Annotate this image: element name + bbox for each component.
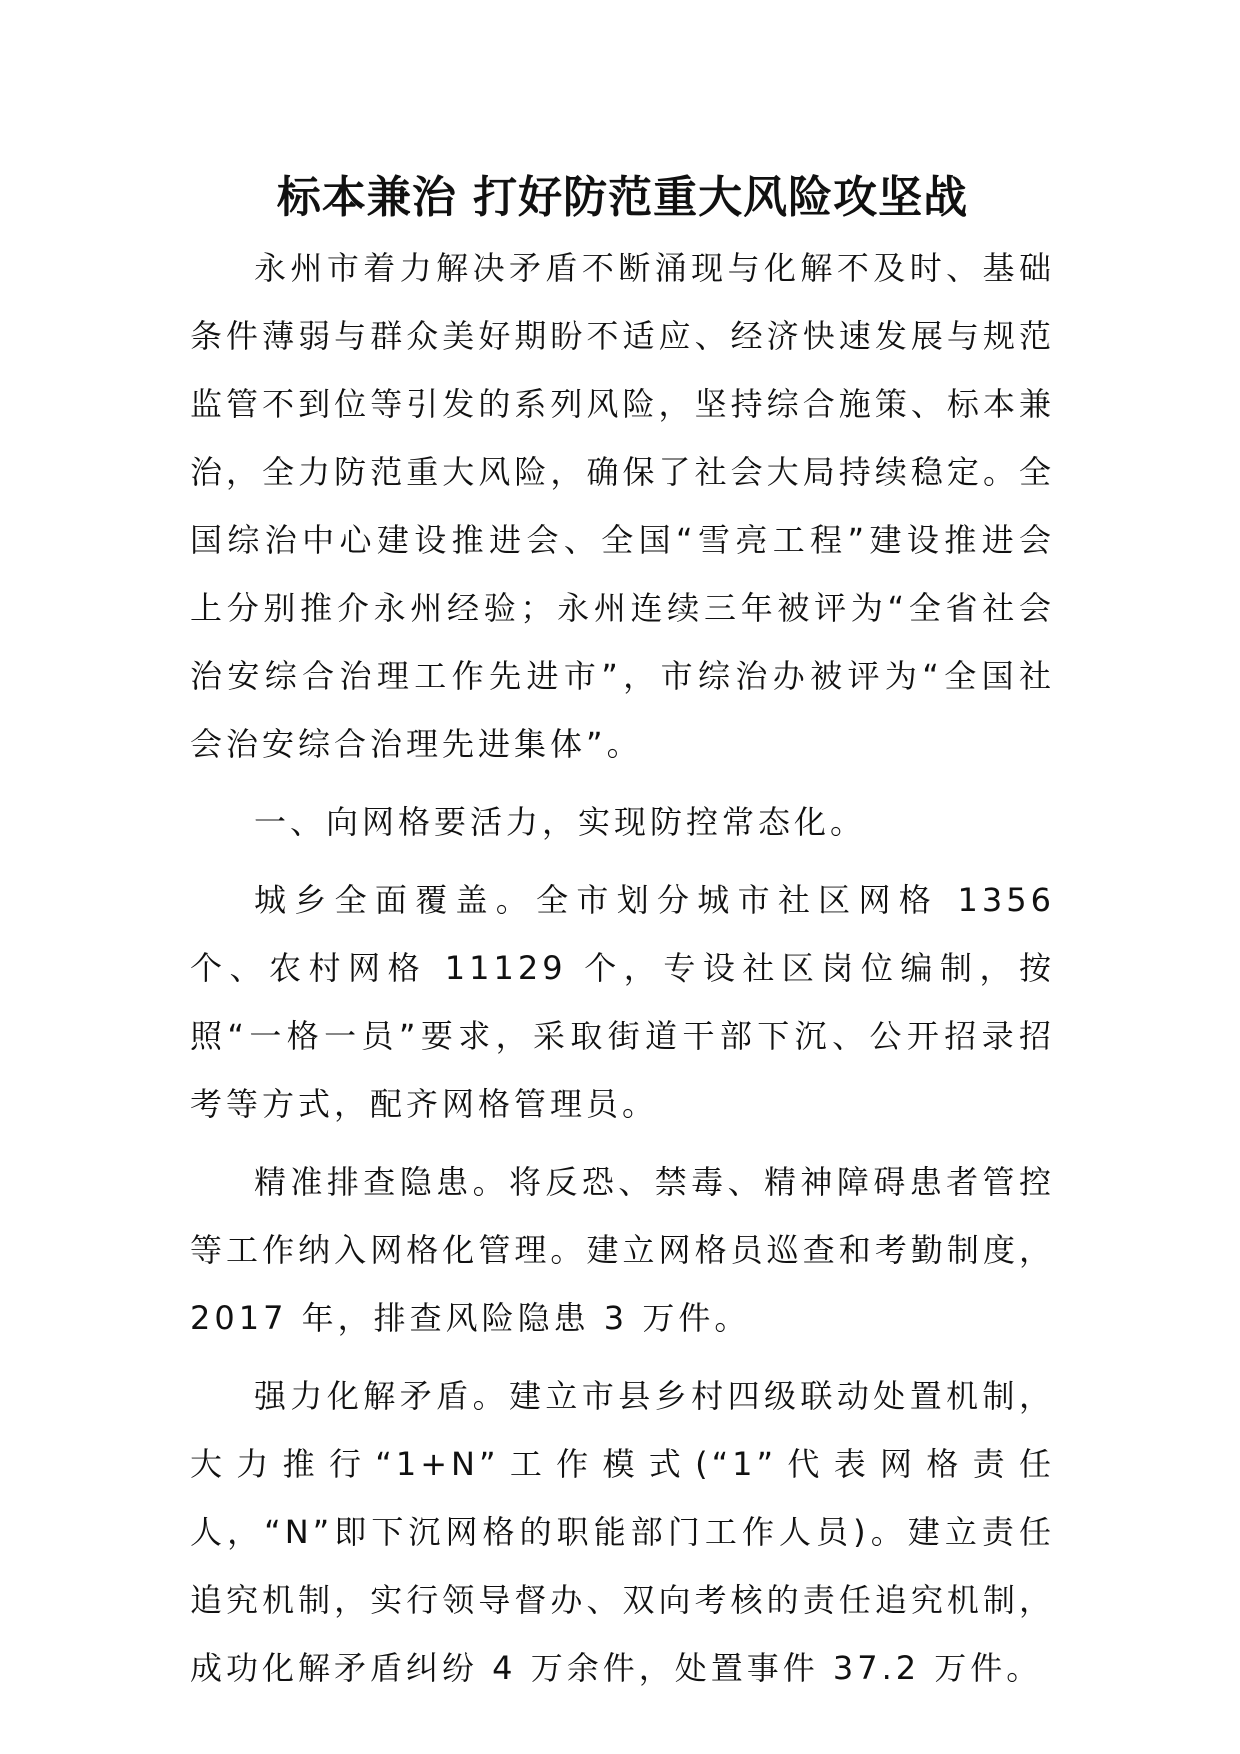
paragraph-urban-rural-coverage: 城乡全面覆盖。全市划分城市社区网格 1356 个、农村网格 11129 个，专设社区岗位编制，按照“一格一员”要求，采取街道干部下沉、公开招录招考等方式，配齐网格管理员。: [190, 881, 1055, 1123]
section-heading: 一、向网格要活力，实现防控常态化。: [254, 803, 867, 841]
document-title: 标本兼治 打好防范重大风险攻坚战: [276, 172, 969, 223]
intro-paragraph: 永州市着力解决矛盾不断涌现与化解不及时、基础条件薄弱与群众美好期盼不适应、经济快速发展与规范监管不到位等引发的系列风险，坚持综合施策、标本兼治，全力防范重大风险，确保了社会大局持续稳定。全国综治中心建设推进会、全国“雪亮工程”建设推进会上分别推介永州经验；永州连续三年被评为“全省社会治安综合治理工作先进市”，市综治办被评为“全国社会治安综合治理先进集体”。: [190, 249, 1055, 763]
paragraph-conflict-resolution: 强力化解矛盾。建立市县乡村四级联动处置机制，大力推行“1+N”工作模式(“1”代表网格责任人，“N”即下沉网格的职能部门工作人员)。建立责任追究机制，实行领导督办、双向考核的责任追究机制，成功化解矛盾纠纷 4 万余件，处置事件 37.2 万件。: [190, 1377, 1055, 1687]
paragraph-hazard-inspection: 精准排查隐患。将反恐、禁毒、精神障碍患者管控等工作纳入网格化管理。建立网格员巡查和考勤制度，2017 年，排查风险隐患 3 万件。: [190, 1163, 1055, 1337]
document-body: [190, 234, 1055, 1712]
